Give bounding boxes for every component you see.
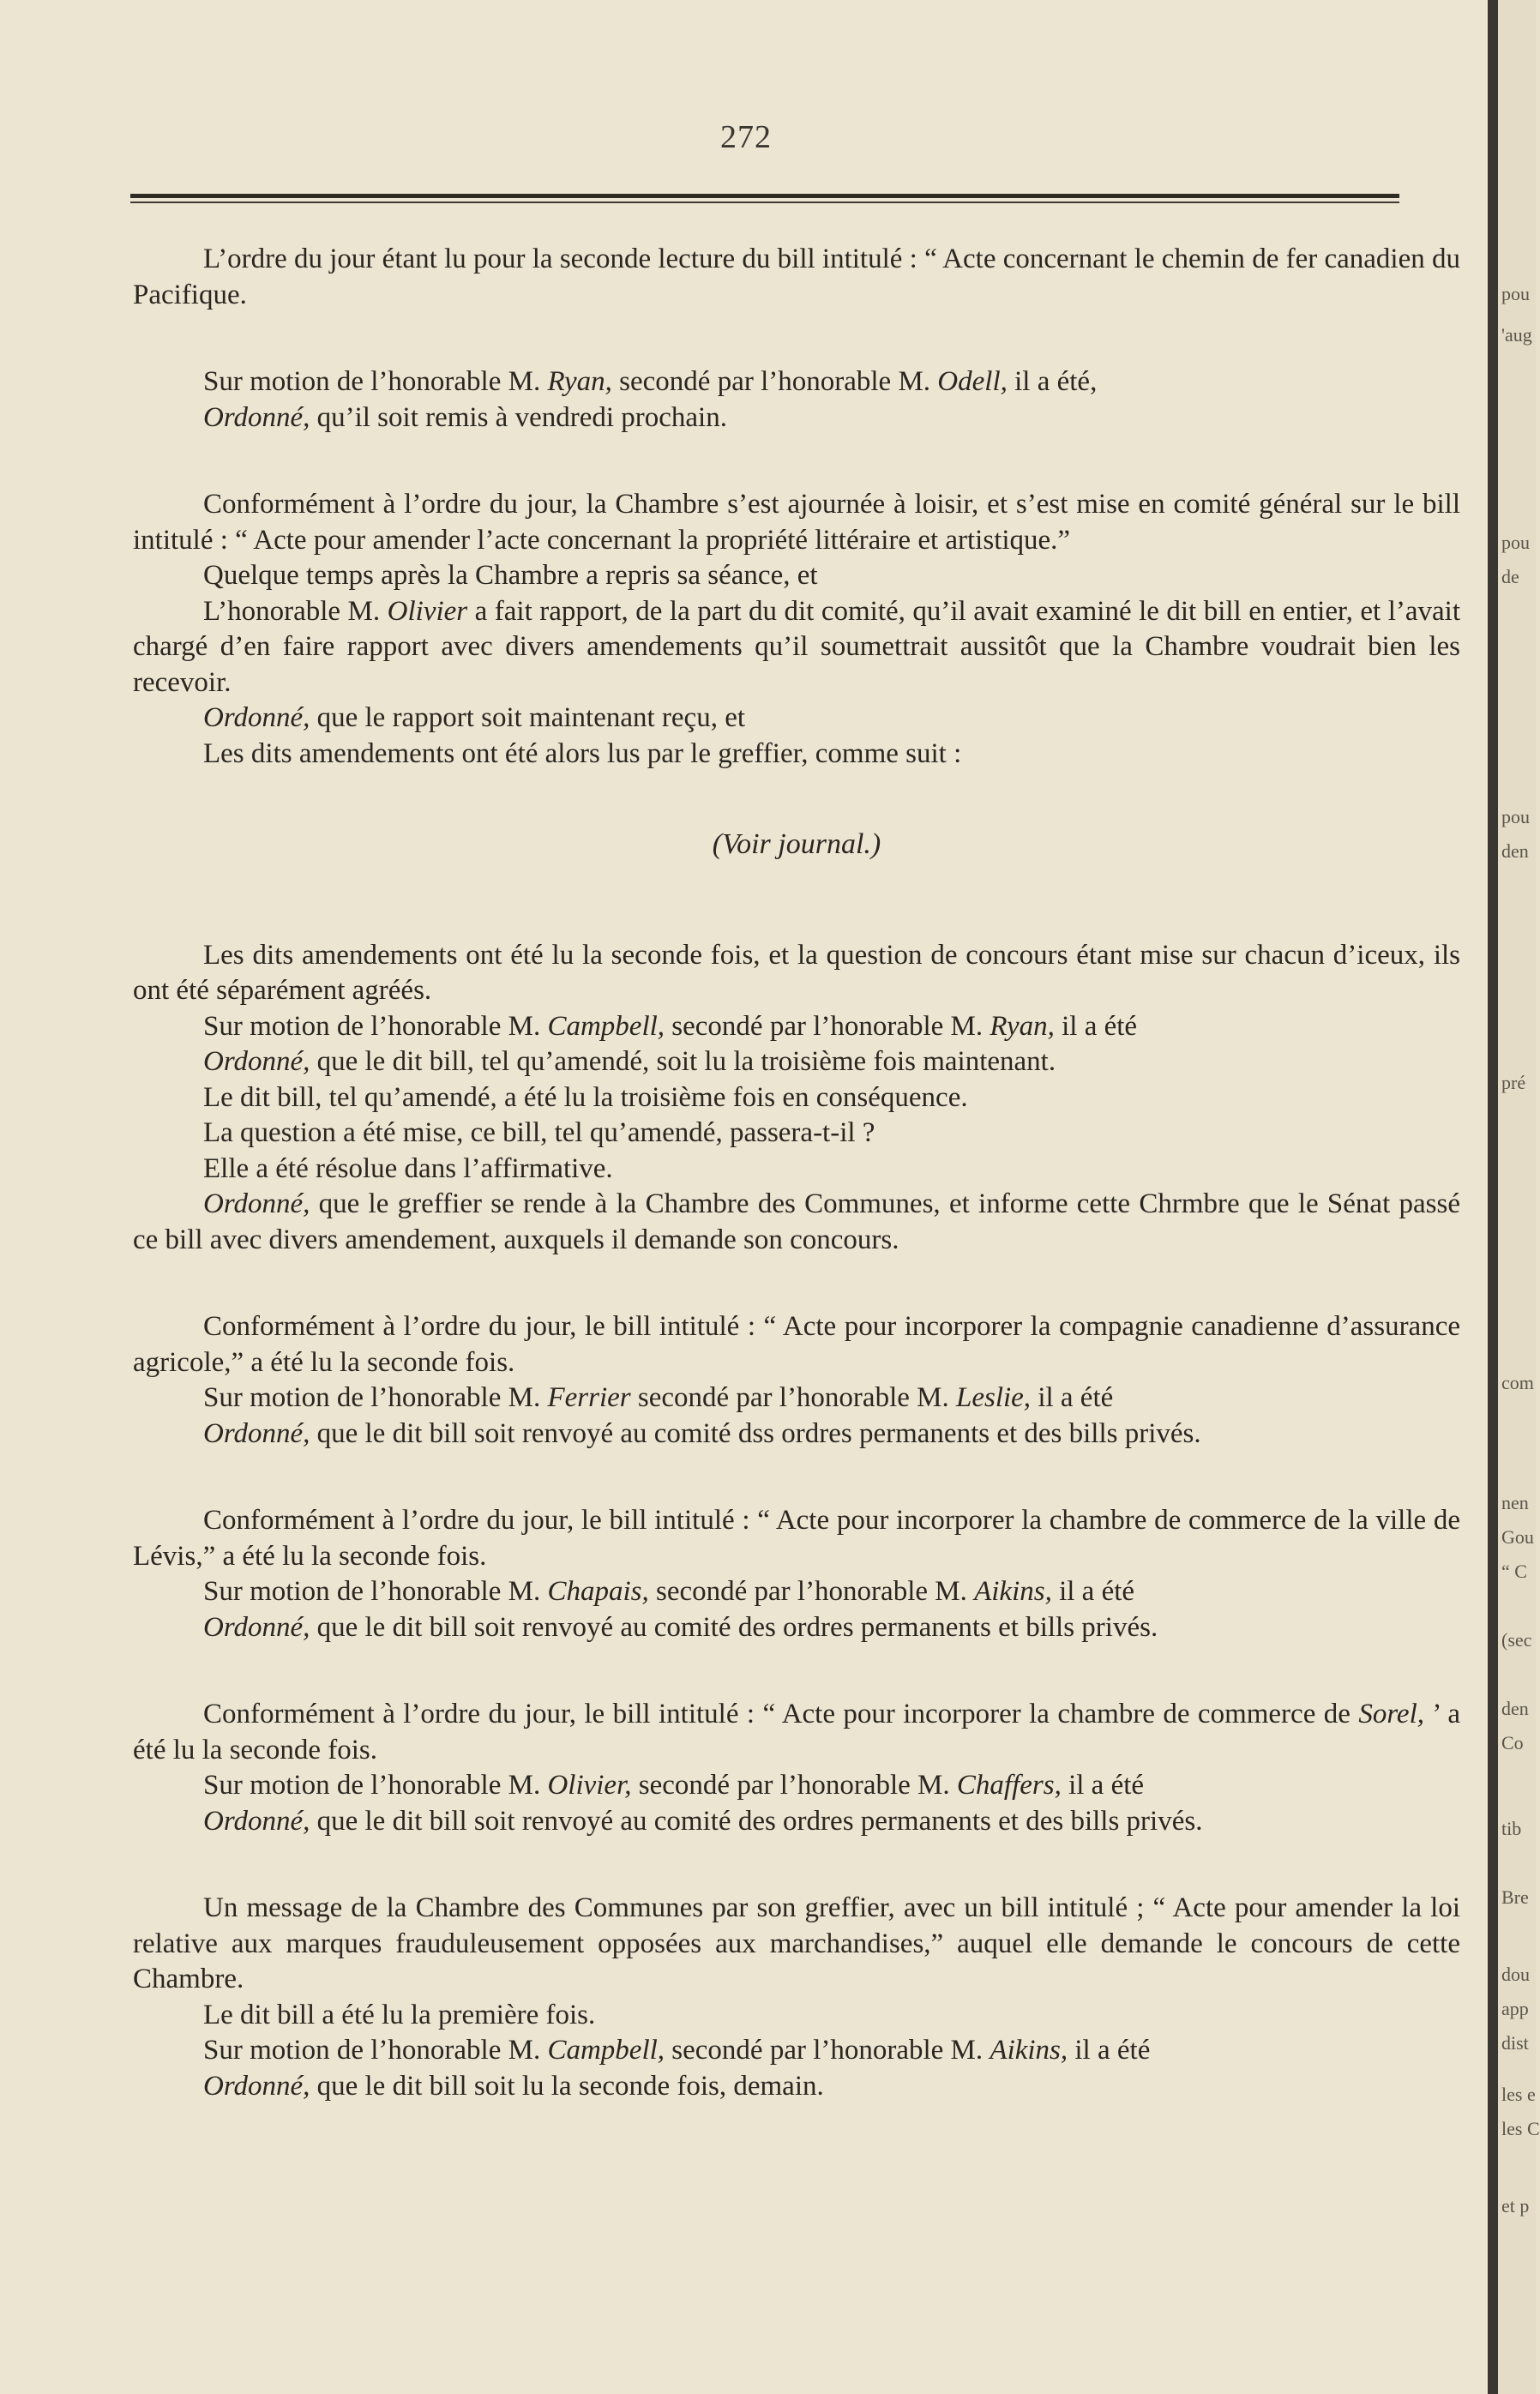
proceeding-block — [133, 364, 1460, 436]
senator-name: Campbell, — [547, 2035, 665, 2066]
header-rule-thin — [130, 202, 1399, 203]
senator-name: Sorel, — [1358, 1699, 1424, 1729]
text-line — [133, 364, 1460, 400]
text-fragment: il a été — [1068, 2035, 1151, 2066]
text-fragment: Conformément à l’ordre du jour, le bill intitulé : “ Acte pour incorporer la chambre de commerce de — [203, 1699, 1359, 1729]
text-line: Conformément à l’ordre du jour, le bill intitulé : “ Acte pour incorporer la chambre de commerce de la ville de Lévis,” a été lu la seconde fois. — [133, 1505, 1460, 1572]
proceeding-block — [133, 938, 1460, 1259]
senator-name: Ryan, — [547, 366, 612, 397]
text-line — [133, 1044, 1460, 1080]
text-fragment: Sur motion de l’honorable M. — [203, 1382, 548, 1413]
senator-name: Chaffers, — [956, 1770, 1062, 1801]
adjacent-page-fragment: de — [1501, 566, 1519, 587]
ordonne-label: Ordonné, — [203, 1611, 310, 1643]
ordonne-label: Ordonné, — [203, 702, 310, 733]
adjacent-page-fragment: den — [1501, 840, 1529, 862]
text-line — [133, 1697, 1460, 1768]
senator-name: Leslie, — [955, 1382, 1032, 1413]
adjacent-page-fragment: nen — [1501, 1492, 1529, 1513]
proceeding-block — [133, 242, 1460, 313]
order-text: que le dit bill soit lu la seconde fois, demain. — [310, 2070, 824, 2102]
binding-gutter — [1488, 0, 1498, 2394]
text-fragment: Sur motion de l’honorable M. — [203, 1010, 548, 1042]
text-fragment: il a été, — [1007, 366, 1098, 397]
order-text: que le greffier se rende à la Chambre des Communes, et informe cette Chrmbre que le Sénat passé ce bill avec divers amendement, auxquels il demande son concours. — [133, 1188, 1460, 1255]
text-line: Les dits amendements ont été lu la seconde fois, et la question de concours étant mise sur chacun d’iceux, ils ont été séparément agréés. — [133, 939, 1460, 1006]
adjacent-page-fragment: Co — [1501, 1732, 1524, 1753]
order-text: que le dit bill soit renvoyé au comité des ordres permanents et des bills privés. — [310, 1805, 1203, 1837]
text-fragment: Sur motion de l’honorable M. — [203, 1770, 548, 1801]
text-line: Conformément à l’ordre du jour, le bill intitulé : “ Acte pour incorporer la compagnie canadienne d’assurance agricole,” a été lu la seconde fois. — [133, 1311, 1460, 1378]
text-fragment: a fait rapport, de la part du dit comité, qu’il avait examiné le dit bill en entier, et l’avait chargé d’en faire rapport avec divers amendements qu’il soumettrait aussitôt que la Chambre voudrait bien les recevoir. — [133, 595, 1460, 698]
order-text: que le rapport soit maintenant reçu, et — [310, 702, 746, 733]
proceeding-block — [133, 487, 1460, 772]
order-text: que le dit bill soit renvoyé au comité dss ordres permanents et des bills privés. — [310, 1417, 1201, 1449]
senator-name: Ryan, — [990, 1010, 1055, 1042]
text-line — [133, 1187, 1460, 1258]
ordonne-label: Ordonné, — [203, 401, 310, 433]
adjacent-page-fragment: com — [1501, 1372, 1534, 1393]
text-line — [133, 594, 1460, 701]
adjacent-page-fragment: les C — [1501, 2118, 1540, 2139]
text-line — [133, 2069, 1460, 2105]
senator-name: Campbell, — [547, 1010, 665, 1042]
text-fragment: Sur motion de l’honorable M. — [203, 366, 548, 397]
text-fragment: Sur motion de l’honorable M. — [203, 2035, 548, 2066]
text-line — [133, 2033, 1460, 2069]
proceeding-block — [133, 1697, 1460, 1839]
body-text — [133, 242, 1460, 2156]
text-line: Elle a été résolue dans l’affirmative. — [203, 1152, 613, 1184]
adjacent-page-fragment: pou — [1501, 806, 1530, 827]
adjacent-page-fragment: dist — [1501, 2032, 1529, 2054]
adjacent-page-fragment: “ C — [1501, 1561, 1527, 1582]
text-line — [133, 1610, 1460, 1646]
text-line — [133, 1574, 1460, 1610]
adjacent-page-fragment: (sec — [1501, 1629, 1532, 1651]
adjacent-page-fragment: 'aug — [1501, 324, 1532, 346]
adjacent-page-fragment: Bre — [1501, 1886, 1529, 1908]
text-fragment: il a été — [1031, 1382, 1114, 1413]
adjacent-page-fragment: et p — [1501, 2195, 1530, 2217]
text-line: Conformément à l’ordre du jour, la Chambre s’est ajournée à loisir, et s’est mise en comité général sur le bill intitulé : “ Acte pour amender l’acte concernant la propriété littéraire et artistique.” — [133, 489, 1460, 556]
adjacent-page-fragment: app — [1501, 1998, 1529, 2019]
text-line — [133, 1804, 1460, 1840]
adjacent-page-fragment: pré — [1501, 1072, 1526, 1093]
text-line: Les dits amendements ont été alors lus par le greffier, comme suit : — [203, 737, 962, 769]
text-line: Le dit bill a été lu la première fois. — [203, 1999, 596, 2030]
text-line — [133, 400, 1460, 436]
senator-name: Ferrier — [547, 1382, 631, 1413]
ordonne-label: Ordonné, — [203, 1805, 310, 1837]
order-text: que le dit bill, tel qu’amendé, soit lu la troisième fois maintenant. — [310, 1046, 1056, 1077]
text-line — [133, 1009, 1460, 1045]
text-fragment: secondé par l’honorable M. — [630, 1382, 956, 1413]
text-line — [133, 1380, 1460, 1417]
adjacent-page-fragment: dou — [1501, 1964, 1530, 1985]
senator-name: Olivier, — [547, 1770, 632, 1801]
adjacent-page-fragment: pou — [1501, 283, 1530, 304]
ordonne-label: Ordonné, — [203, 1188, 310, 1219]
senator-name: Odell, — [937, 366, 1008, 397]
adjacent-page-fragment: den — [1501, 1698, 1529, 1719]
text-fragment: il a été — [1061, 1770, 1145, 1801]
text-fragment: secondé par l’honorable M. — [611, 366, 938, 397]
proceeding-block — [133, 1309, 1460, 1452]
adjacent-page-fragment: les e — [1501, 2084, 1536, 2105]
ordonne-label: Ordonné, — [203, 1046, 310, 1077]
adjacent-page-fragment: tib — [1501, 1818, 1522, 1839]
text-line: Quelque temps après la Chambre a repris sa séance, et — [203, 560, 818, 591]
adjacent-page-edge — [1498, 0, 1540, 2394]
text-fragment: il a été — [1051, 1576, 1135, 1607]
ordonne-label: Ordonné, — [203, 1417, 310, 1449]
text-line: La question a été mise, ce bill, tel qu’amendé, passera-t-il ? — [203, 1117, 875, 1148]
text-fragment: ’ a été lu la seconde fois. — [133, 1699, 1461, 1765]
text-line — [133, 701, 1460, 737]
senator-name: Aikins, — [974, 1576, 1052, 1607]
text-line: L’ordre du jour étant lu pour la seconde lecture du bill intitulé : “ Acte concernant le chemin de fer canadien du Pacifique. — [133, 244, 1460, 310]
header-rule-thick — [130, 194, 1399, 198]
text-fragment: Sur motion de l’honorable M. — [203, 1576, 548, 1607]
page-number: 272 — [720, 119, 772, 155]
text-line — [133, 1768, 1460, 1804]
senator-name: Chapais, — [547, 1576, 649, 1607]
text-fragment: secondé par l’honorable M. — [631, 1770, 957, 1801]
senator-name: Aikins, — [990, 2035, 1068, 2066]
journal-reference: (Voir journal.) — [712, 828, 881, 860]
text-fragment: il a été — [1054, 1010, 1138, 1042]
text-line: Un message de la Chambre des Communes par son greffier, avec un bill intitulé ; “ Acte pour amender la loi relative aux marques frauduleusement opposées aux marchandises,” auquel elle demande le concours de cette Chambre. — [133, 1892, 1460, 1994]
adjacent-page-fragment: pou — [1501, 532, 1530, 553]
text-fragment: secondé par l’honorable M. — [648, 1576, 975, 1607]
ordonne-label: Ordonné, — [203, 2070, 310, 2102]
order-text: que le dit bill soit renvoyé au comité des ordres permanents et bills privés. — [310, 1611, 1158, 1643]
text-line: Le dit bill, tel qu’amendé, a été lu la troisième fois en conséquence. — [203, 1081, 968, 1113]
text-line — [133, 1417, 1460, 1453]
text-fragment: secondé par l’honorable M. — [665, 2035, 990, 2066]
proceeding-block — [133, 1891, 1460, 2104]
adjacent-page-fragment: Gou — [1501, 1526, 1534, 1548]
text-fragment: secondé par l’honorable M. — [665, 1010, 990, 1042]
proceeding-block — [133, 1503, 1460, 1645]
senator-name: Olivier — [387, 595, 468, 627]
text-fragment: L’honorable M. — [203, 595, 388, 627]
order-text: qu’il soit remis à vendredi prochain. — [310, 401, 727, 433]
